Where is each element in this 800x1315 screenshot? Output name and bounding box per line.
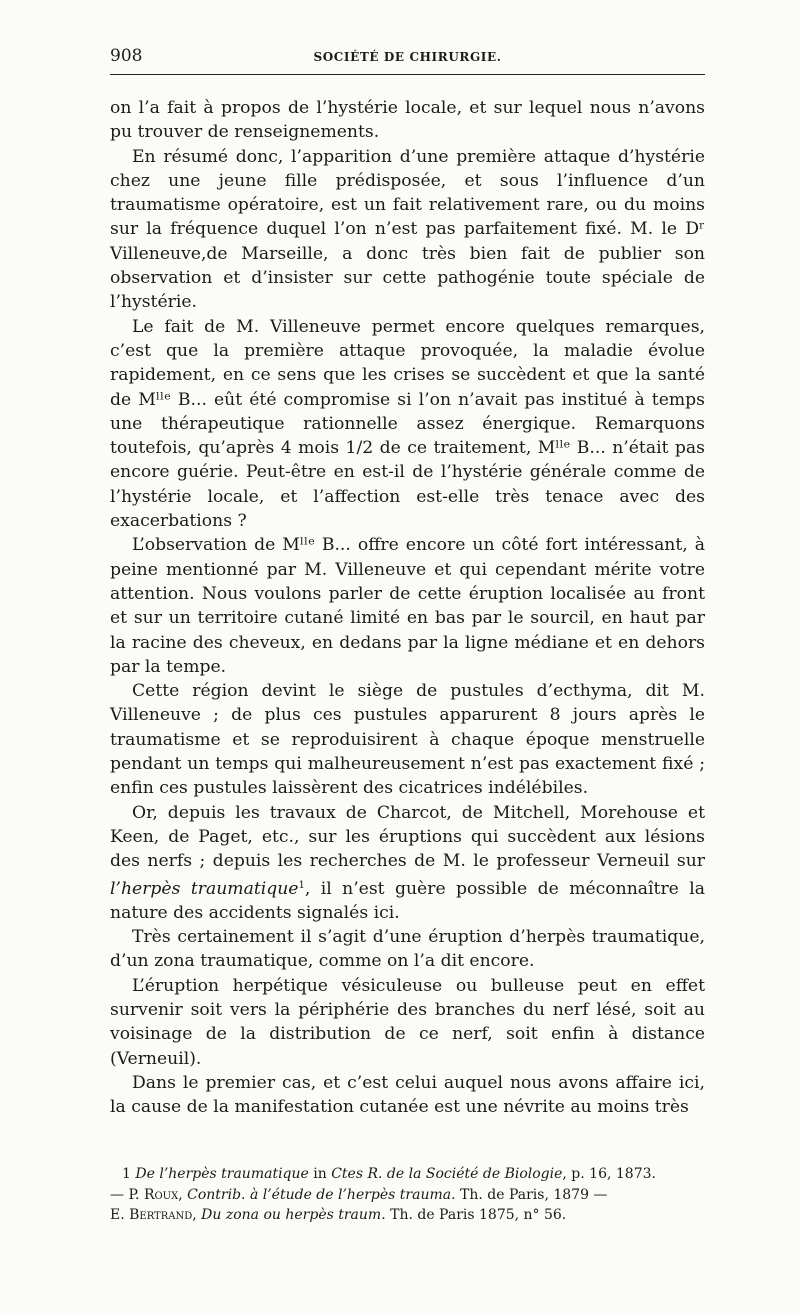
footnote-line xyxy=(110,1205,705,1226)
footnote-text: Th. de Paris, 1879 — xyxy=(455,1186,608,1203)
footnote-title: Du zona ou herpès traum. xyxy=(201,1207,386,1223)
running-head: SOCIÉTÉ DE CHIRURGIE. xyxy=(313,50,502,64)
paragraph: L’éruption herpétique vésiculeuse ou bulleuse peut en effet survenir soit vers la périphérie des branches du nerf lésé, soit au voisinage de la distribution de ce nerf, soit enfin à distance (Verneuil). xyxy=(110,975,705,1069)
paragraph xyxy=(110,801,705,925)
body-text xyxy=(110,96,705,1119)
paragraph: En résumé donc, l’apparition d’une première attaque d’hystérie chez une jeune fille prédisposée, et sous l’influence d’un traumatisme opératoire, est un fait relativement rare, ou du moins sur la fréquence duquel l’on n’est pas parfaitement fixé. M. le Dʳ Villeneuve,de Marseille, a donc très bien fait de publier son observation et d’insister sur cette pathogénie toute spéciale de l’hystérie. xyxy=(110,146,705,313)
footnote-title: Contrib. à l’étude de l’herpès trauma. xyxy=(187,1186,456,1203)
page-number: 908 xyxy=(110,46,143,66)
footnote-line xyxy=(110,1185,705,1206)
paragraph-text: Or, depuis les travaux de Charcot, de Mitchell, Morehouse et Keen, de Paget, etc., sur les éruptions qui succèdent aux lésions des nerfs ; depuis les recherches de M. le professeur Verneuil sur xyxy=(110,802,705,872)
footnote-text: — P. xyxy=(110,1186,144,1203)
footnote-line xyxy=(110,1164,705,1185)
footnote-mark: 1 xyxy=(122,1166,131,1182)
paragraph: Dans le premier cas, et c’est celui auquel nous avons affaire ici, la cause de la manifestation cutanée est une névrite au moins très xyxy=(110,1072,705,1118)
paragraph: Cette région devint le siège de pustules d’ecthyma, dit M. Villeneuve ; de plus ces pustules apparurent 8 jours après le traumatisme et se reproduisirent à chaque époque menstruelle pendant un temps qui malheureusement n’est pas exactement fixé ; enfin ces pustules laissèrent des cicatrices indélébiles. xyxy=(110,681,705,799)
footnote-text: in xyxy=(308,1166,332,1182)
page-header xyxy=(110,40,705,72)
footnote-text: , xyxy=(192,1207,202,1223)
footnote-text: Th. de Paris 1875, n° 56. xyxy=(385,1207,567,1223)
footnote-source: Ctes R. de la Société de Biologie xyxy=(331,1166,563,1182)
footnote-author: E. Bertrand xyxy=(110,1207,193,1223)
footnote-reference[interactable]: 1 xyxy=(298,879,305,891)
paragraph-text: , il n’est guère possible de méconnaître la nature des accidents signalés ici. xyxy=(110,878,705,923)
paragraph: on l’a fait à propos de l’hystérie locale, et sur lequel nous n’avons pu trouver de renseignements. xyxy=(110,98,705,143)
italic-term: l’herpès traumatique xyxy=(110,878,299,899)
header-rule xyxy=(110,74,705,75)
paragraph: Le fait de M. Villeneuve permet encore quelques remarques, c’est que la première attaque provoquée, la maladie évolue rapidement, en ce sens que les crises se succèdent et que la santé de Mˡˡᵉ B... eût été compromise si l’on n’avait pas institué à temps une thérapeutique rationnelle assez énergique. Remarquons toutefois, qu’après 4 mois 1/2 de ce traitement, Mˡˡᵉ B... n’était pas encore guérie. Peut-être en est-il de l’hystérie générale comme de l’hystérie locale, et l’affection est-elle très tenace avec des exacerbations ? xyxy=(110,316,705,532)
page xyxy=(110,40,705,1223)
paragraph: Très certainement il s’agit d’une éruption d’herpès traumatique, d’un zona traumatique, comme on l’a dit encore. xyxy=(110,927,705,972)
footnote-text: , xyxy=(178,1186,188,1203)
footnote-author: Roux xyxy=(143,1186,179,1203)
footnotes xyxy=(110,1164,705,1226)
footnote-text: , p. 16, 1873. xyxy=(562,1166,656,1182)
paragraph: L’observation de Mˡˡᵉ B... offre encore un côté fort intéressant, à peine mentionné par M. Villeneuve et qui cependant mérite votre attention. Nous voulons parler de cette éruption localisée au front et sur un territoire cutané limité en bas par le sourcil, en haut par la racine des cheveux, en dedans par la ligne médiane et en dehors par la tempe. xyxy=(110,535,705,677)
footnote-title: De l’herpès traumatique xyxy=(135,1166,309,1182)
